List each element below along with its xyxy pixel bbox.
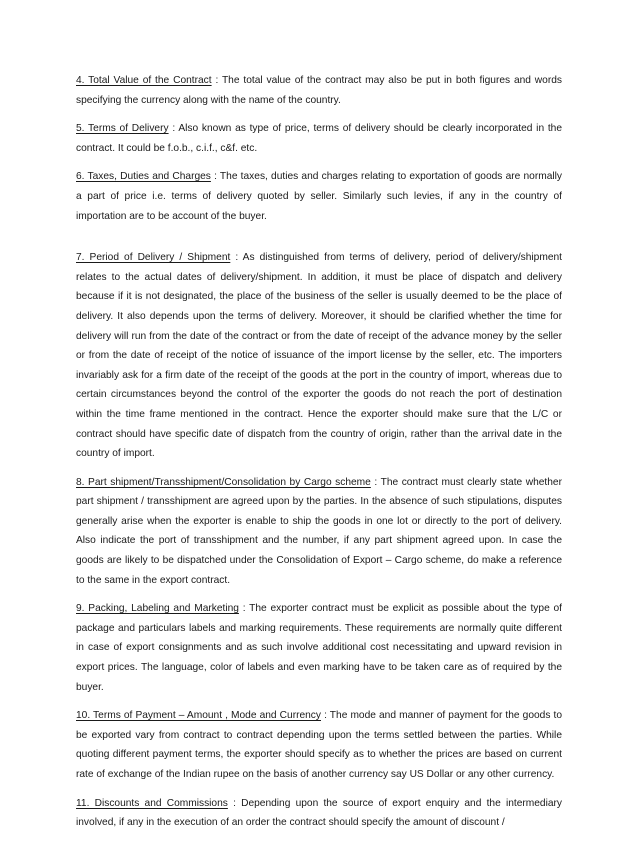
section-heading: 11. Discounts and Commissions xyxy=(76,797,228,809)
section-body: : The mode and manner of payment for the goods to be exported vary from contract to contract depending upon the terms settled between the parties. While quoting different payment terms, the exporter should specify as to whether the prices are based on current rate of exchange of the Indian rupee on the basis of another currency say US Dollar or any other currency. xyxy=(76,710,562,780)
section-total-value xyxy=(76,71,562,110)
section-body: : The taxes, duties and charges relating to exportation of goods are normally a part of price i.e. terms of delivery quoted by seller. Similarly such levies, if any in the country of importation are to be account of the buyer. xyxy=(76,171,562,222)
section-discounts-commissions xyxy=(76,794,562,833)
section-terms-of-delivery xyxy=(76,119,562,158)
section-packing-labeling xyxy=(76,599,562,697)
section-body: : Also known as type of price, terms of delivery should be clearly incorporated in the contract. It could be f.o.b., c.i.f., c&f. etc. xyxy=(76,123,563,154)
section-heading: 4. Total Value of the Contract xyxy=(76,75,212,86)
section-heading: 5. Terms of Delivery xyxy=(76,123,169,135)
section-body: : The exporter contract must be explicit as possible about the type of package and particulars labels and marking requirements. These requirements are normally quite different in case of export consignments and as such involve additional cost necessitating and upward revision in export prices. The language, color of labels and even marking have to be taken care as of required by the buyer. xyxy=(76,603,563,693)
section-part-shipment xyxy=(76,473,562,591)
section-period-of-delivery xyxy=(76,248,562,464)
section-terms-of-payment xyxy=(76,706,562,784)
section-heading: 6. Taxes, Duties and Charges xyxy=(76,171,211,183)
document-page xyxy=(76,71,562,842)
section-heading: 8. Part shipment/Transshipment/Consolidation by Cargo scheme xyxy=(76,476,371,488)
section-body: : As distinguished from terms of delivery, period of delivery/shipment relates to the actual dates of delivery/shipment. In addition, it must be place of dispatch and delivery because if it is not designated, the place of the business of the seller is usually deemed to be the place of delivery. It also depends upon the terms of delivery. Moreover, it should be clarified whether the time for delivery will run from the date of the contract or from the date of receipt of the advance money by the seller or from the date of receipt of the notice of issuance of the import license by the seller, etc. The importers invariably ask for a firm date of the receipt of the goods at the port in the country of import, whereas due to certain circumstances beyond the control of the exporter the goods do not reach the port of destination within the time frame mentioned in the contract. Hence the exporter should make sure that the L/C or contract should have specific date of dispatch from the country of origin, rather than the arrival date in the country of import. xyxy=(76,252,562,460)
section-body: : The total value of the contract may also be put in both figures and words specifying the currency along with the name of the country. xyxy=(76,75,562,106)
section-body: : Depending upon the source of export enquiry and the intermediary involved, if any in the execution of an order the contract should specify the amount of discount / xyxy=(76,797,562,829)
section-taxes-duties xyxy=(76,167,562,226)
section-body: : The contract must clearly state whether part shipment / transshipment are agreed upon by the parties. In the absence of such stipulations, disputes generally arise when the exporter is enable to ship the goods in one lot or directly to the port of delivery. Also indicate the port of transshipment and the number, if any part shipment agreed upon. In case the goods are likely to be dispatched under the Consolidation of Export – Cargo scheme, do make a reference to the same in the export contract. xyxy=(76,476,562,586)
section-heading: 9. Packing, Labeling and Marketing xyxy=(76,603,239,615)
section-heading: 7. Period of Delivery / Shipment xyxy=(76,252,231,264)
section-heading: 10. Terms of Payment – Amount , Mode and Currency xyxy=(76,710,321,722)
